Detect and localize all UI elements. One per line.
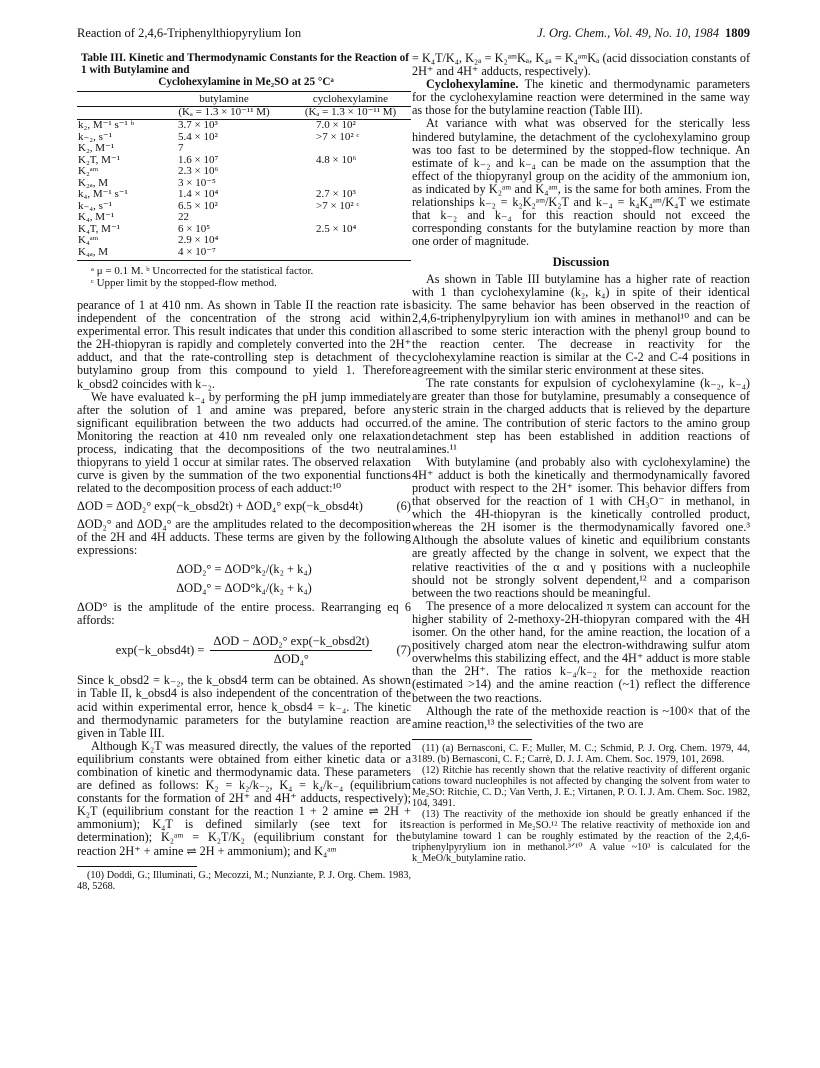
cyclohexylamine-value [290,247,411,261]
paragraph: Since k_obsd2 = k₋₂, the k_obsd4 term can be obtained. As shown in Table II, k_obsd4 is also independent of the concentration of the acid within experimental error, hence k_obsd4 = k₋₄. The kinetic and thermodynamic parameters for the butylamine reaction are given in Table III. [77,673,411,740]
paragraph: Although K₂T was measured directly, the values of the reported equilibrium constants were obtained from either kinetic data or a combination of kinetic and thermodynamic data. These parameters are defined as follows: K₂ = k₂/k₋₂, K₄ = k₄/k₋₄ (equilibrium constants for the formation of 2H⁺ and 4H⁺ adducts, respectively); K₂T (equilibrium constant for the reaction 1 + 2 amine ⇌ 2H + ammonium); K₄T is defined similarly (see text for its determination); K₂ᵃᵐ = K₂T/K₂ (equilibrium constant for the reaction 2H⁺ + amine ⇌ 2H + ammonium); and K₄ᵃᵐ [77,738,411,858]
fraction-numerator: ΔOD − ΔOD₂° exp(−k_obsd2t) [210,635,372,651]
cyclohexylamine-value: 7.0 × 10² [316,119,356,131]
footnote: (13) The reactivity of the methoxide ion should be greatly enhanced if the reaction is performed in Me₂SO.¹² The relative reactivity of methoxide ion and butylamine toward 1 can be roughly estimated by the reaction of the 2,4,6-triphenylpyrylium ion in methanol.³ᐟ¹⁰ A value ~10³ is calculated for the k_MeO/k_butylamine ratio. [412,808,750,864]
paragraph: The presence of a more delocalized π system can account for the higher stability of 2-methoxy-2H-thiopyran compared with the 4H isomer. On the other hand, for the amine reaction, the location of a positively charged atom near the electron-withdrawing sulfur atom overwhelms this stabilizing effect, and the 4H⁺ adduct is more stable than the 2H⁺. The ratios k₋₄/k₋₂ for the methoxide reaction (estimated >14) and the amine reaction (~1) reflect the difference between the two reactions. [412,598,750,705]
table-footnotes [77,265,411,289]
footnotes [412,743,750,864]
butylamine-value: 1.6 × 10⁷ [178,153,219,166]
row-symbol: K₂, M⁻¹ [78,142,115,154]
col-header-cyclohexylamine: cyclohexylamine [290,92,411,107]
row-symbol: K₄, M⁻¹ [78,211,115,223]
col-header-cyclohexylamine-ka: (Kₐ = 1.3 × 10⁻¹¹ M) [290,106,411,120]
journal-name: J. Org. Chem., Vol. 49, No. 10, 1984 [537,26,719,40]
equation-6 [77,500,411,513]
table-row [77,201,411,213]
butylamine-value: 6 × 10⁵ [178,222,211,235]
butylamine-value: 22 [178,211,189,223]
row-symbol: K₄ᵃᵐ [78,234,99,246]
butylamine-value: 3.7 × 10³ [178,119,218,131]
footnote-rule [77,866,197,867]
running-title: Reaction of 2,4,6-Triphenylthiopyrylium Ion [77,26,302,40]
table-row [77,166,411,178]
cyclohexylamine-value [290,166,411,178]
table-note-a: ᵃ μ = 0.1 M. [91,265,144,277]
row-symbol: K₄T, M⁻¹ [78,222,121,235]
table-row [77,155,411,167]
row-symbol: K₂ₐ, M [78,176,109,189]
row-symbol: K₂ᵃᵐ [78,165,99,177]
row-symbol: k₋₄, s⁻¹ [78,199,113,212]
equation-body: ΔOD = ΔOD₂° exp(−k_obsd2t) + ΔOD₄° exp(−k_obsd4t) [77,499,363,514]
equation-lhs: exp(−k_obsd4t) = [115,643,205,658]
table-caption [81,52,411,88]
paragraph: As shown in Table III butylamine has a higher rate of reaction with 1 than cyclohexylamine (k₂, k₄) in spite of their identical basicity. The same behavior has been observed in the reaction of 2,4,6-triphenylpyrylium ion with amines in methanol¹⁰ and can be ascribed to some steric interaction with the phenyl group bound to the reaction center. The decrease in reactivity for the cyclohexylamine reaction is similar at the C-2 and C-4 positions in agreement with the similar steric environment at these sites. [412,271,750,378]
butylamine-value: 2.9 × 10⁴ [178,234,219,246]
table-row [77,224,411,236]
row-symbol: K₄ₐ, M [77,247,158,261]
right-column [412,52,750,864]
fraction-denominator: ΔOD₄° [273,652,309,667]
butylamine-value: 7 [178,142,184,154]
table-caption-line2: Cyclohexylamine in Me₂SO at 25 °Cᵃ [158,76,334,88]
cyclohexylamine-value [290,143,411,155]
table-row [77,189,411,201]
paragraph: ΔOD₂° and ΔOD₄° are the amplitudes related to the decomposition of the 2H and 4H adducts. These terms are given by the following expressions: [77,516,411,557]
table-row [77,235,411,247]
cyclohexylamine-value [290,235,411,247]
cyclohexylamine-value: >7 × 10² ᶜ [316,130,360,143]
paragraph: Although the rate of the methoxide reaction is ~100× that of the amine reaction,¹³ the selectivities of the two are [412,703,750,731]
table-row [77,143,411,155]
cyclohexylamine-value [290,212,411,224]
paragraph [412,78,750,117]
equation-fraction [210,635,372,666]
footnote-rule [412,739,532,740]
equation-od2: ΔOD₂° = ΔOD°k₂/(k₂ + k₄) [176,561,312,576]
paragraph: ΔOD° is the amplitude of the entire process. Rearranging eq 6 affords: [77,599,411,628]
table-caption-text: Kinetic and Thermodynamic Constants for the Reaction of 1 with Butylamine and [81,52,409,76]
table-row [77,132,411,144]
section-heading: Discussion [552,255,610,270]
footnote: (11) (a) Bernasconi, C. F.; Muller, M. C.; Schmid, P. J. Org. Chem. 1979, 44, 3189. (b) Bernasconi, C. F.; Carrè, D. J. J. Am. Chem. Soc. 1979, 101, 2698. [412,742,750,765]
equation-number: (6) [396,499,411,514]
row-symbol: k₋₂, s⁻¹ [78,130,113,143]
equation-7 [77,635,411,666]
row-symbol: K₂T, M⁻¹ [78,153,121,166]
equation-number: (7) [396,643,411,658]
paragraph: We have evaluated k₋₄ by performing the pH jump immediately after the solution of 1 and amine was prepared, before any significant equilibration between the two adducts had occurred. Monitoring the reaction at 410 nm revealed only one relaxation process, indicating that the decompositions of the two neutral thiopyrans to yield 1 occur at similar rates. The observed relaxation curve is given by the summation of the two exponential functions related to the decomposition process of each adduct:¹⁰ [77,389,411,496]
left-column [77,52,411,892]
paragraph-text: The kinetic and thermodynamic parameters for the cyclohexylamine reaction were determined in the same way as those for the butylamine reaction (Table III). [412,77,750,118]
cyclohexylamine-value: 2.5 × 10⁴ [316,222,357,235]
footnote: (10) Doddi, G.; Illuminati, G.; Mecozzi, M.; Nunziante, P. J. Org. Chem. 1983, 48, 5268. [77,869,411,892]
row-symbol: k₄, M⁻¹ s⁻¹ [78,188,128,200]
footnote: (12) Ritchie has recently shown that the relative reactivity of different organic cations toward nucleophiles is not affected by changing the solvent from water to Me₂SO: Ritchie, C. D.; Van Verth, J. E.; Virtanen, P. O. I. J. Am. Chem. Soc. 1982, 104, 3491. [412,764,750,809]
cyclohexylamine-value: 4.8 × 10⁶ [316,153,357,166]
paragraph: = K₄T/K₄, K₂ₐ = K₂ᵃᵐKₐ, K₄ₐ = K₄ᵃᵐKₐ (acid dissociation constants of 2H⁺ and 4H⁺ adducts, respectively). [412,51,750,79]
row-symbol: k₂, M⁻¹ s⁻¹ ᵇ [78,119,135,131]
table-note-c: ᶜ Upper limit by the stopped-flow method. [91,277,277,289]
table-row [77,120,411,132]
equation-od4: ΔOD₄° = ΔOD°k₄/(k₂ + k₄) [176,580,312,595]
paragraph: pearance of 1 at 410 nm. As shown in Table II the reaction rate is independent of the concentration of the strong acid within experimental error. This result indicates that under this condition all the 2H-thiopyran is rapidly and completely converted into the 2H⁺ adduct, and that the rate-controlling step is detachment of the butylamino group from this compound to yield 1. Therefore k_obsd2 coincides with k₋₂. [77,298,411,391]
table-row [77,247,411,261]
col-header-butylamine: butylamine [158,92,290,107]
butylamine-value: 5.4 × 10² [178,130,218,143]
table-note-b: ᵇ Uncorrected for the statistical factor. [146,265,314,277]
page-number: 1809 [725,26,750,40]
table-row [77,212,411,224]
subsection-heading: Cyclohexylamine. [426,77,519,92]
cyclohexylamine-value: 2.7 × 10³ [316,188,356,200]
butylamine-value: 1.4 × 10⁴ [178,188,219,200]
footnotes [77,870,411,892]
butylamine-value: 3 × 10⁻⁵ [178,176,216,189]
butylamine-value: 2.3 × 10⁶ [178,165,219,177]
paragraph: With butylamine (and probably also with cyclohexylamine) the 4H⁺ adduct is both the kinetically and thermodynamically favored product with respect to the 2H⁺ isomer. This behavior differs from that observed for the reaction of 1 with CH₃O⁻ in methanol, in which the 4H-thiopyran is the kinetically controlled product, whereas the 2H isomer is the thermodynamically favored one.³ Although the absolute values of kinetic and equilibrium constants are greatly affected by the change in solvent, we expect that the relative reactivities of the α and γ positions with a nucleophile should not be strongly solvent dependent,¹² and a comparison between the two reactions should be meaningful. [412,454,750,600]
cyclohexylamine-value: >7 × 10² ᶜ [316,199,360,212]
paragraph: At variance with what was observed for the sterically less hindered butylamine, the detachment of the cyclohexylamino group was too fast to be determined by the stopped-flow technique. An estimate of k₋₂ and k₋₄ can be made on the assumption that the effect of the thiopyranyl group on the acidity of the ammonium ion, as indicated by K₂ᵃᵐ and K₄ᵃᵐ, is the same for both amines. From the relationships k₋₂ = k₂K₂ᵃᵐ/K₂T and k₋₄ = k₄K₄ᵃᵐ/K₄T we estimate that k₋₂ and k₋₄ for this reaction should not exceed the corresponding constants for the butylamine reaction by more than one order of magnitude. [412,116,750,249]
table-label: Table III. [81,52,126,64]
butylamine-value: 4 × 10⁻⁷ [158,247,290,261]
paragraph: The rate constants for expulsion of cyclohexylamine (k₋₂, k₋₄) are greater than those for butylamine, presumably a consequence of steric strain in the charged adducts that is relieved by the departure of the amine. The contribution of steric factors to the amino group detachment step has been established in addition reactions of amines.¹¹ [412,376,750,456]
kinetic-constants-table [77,91,411,261]
journal-citation [537,26,750,41]
butylamine-value: 6.5 × 10² [178,199,218,212]
col-header-butylamine-ka: (Kₐ = 1.3 × 10⁻¹¹ M) [158,106,290,120]
